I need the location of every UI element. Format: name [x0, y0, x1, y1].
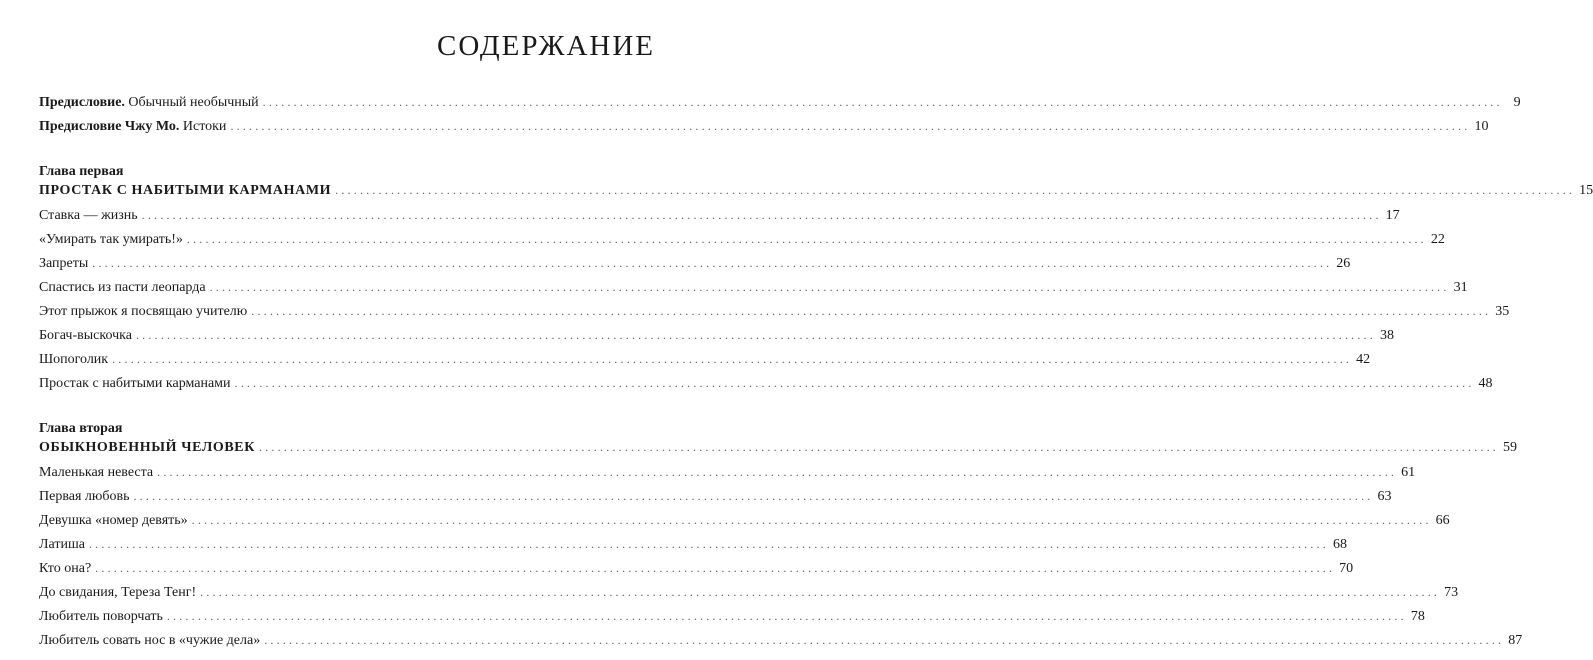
- page-number: 70: [1339, 561, 1354, 576]
- page-number: 38: [1379, 328, 1394, 343]
- chapter-caption: Глава вторая: [39, 421, 123, 436]
- page-number: 31: [1453, 280, 1468, 295]
- entry-label: Богач-выскочка: [39, 328, 132, 343]
- toc-entry[interactable]: [39, 583, 1459, 602]
- page-number: 35: [1495, 304, 1510, 319]
- toc-entry[interactable]: [39, 374, 1493, 393]
- dot-leader: ........................................................................................................................................................................................................: [259, 440, 1499, 454]
- entry-label: ПРОСТАК С НАБИТЫМИ КАРМАНАМИ: [39, 183, 332, 198]
- page-number: 48: [1478, 376, 1493, 391]
- page-number: 10: [1474, 119, 1489, 134]
- entry-label: Простак с набитыми карманами: [39, 376, 231, 391]
- dot-leader: ........................................................................................................................................................................................................: [157, 465, 1398, 479]
- page-title: СОДЕРЖАНИЕ: [437, 30, 655, 62]
- dot-leader: ........................................................................................................................................................................................................: [200, 585, 1441, 599]
- dot-leader: ........................................................................................................................................................................................................: [95, 561, 1336, 575]
- page-number: 59: [1503, 440, 1517, 455]
- page-number: 61: [1401, 465, 1416, 480]
- dot-leader: ........................................................................................................................................................................................................: [88, 537, 1329, 551]
- page-number: 68: [1332, 537, 1347, 552]
- dot-leader: ........................................................................................................................................................................................................: [264, 633, 1505, 647]
- dot-leader: ........................................................................................................................................................................................................: [141, 208, 1382, 222]
- entry-label: Ставка — жизнь: [39, 208, 138, 223]
- toc-entry[interactable]: [39, 559, 1354, 578]
- page-number: 15: [1579, 183, 1593, 198]
- toc-entry[interactable]: [39, 631, 1523, 650]
- dot-leader: ........................................................................................................................................................................................................: [234, 376, 1475, 390]
- dot-leader: ........................................................................................................................................................................................................: [133, 489, 1374, 503]
- entry-label: Предисловие. Обычный необычный: [39, 95, 259, 110]
- toc-entry[interactable]: [39, 607, 1425, 626]
- entry-label: Запреты: [39, 256, 89, 271]
- toc-entry[interactable]: [39, 511, 1450, 530]
- chapter-title-entry[interactable]: [39, 438, 1517, 457]
- page-number: 17: [1385, 208, 1400, 223]
- toc-entry[interactable]: [39, 463, 1416, 482]
- dot-leader: ........................................................................................................................................................................................................: [112, 352, 1353, 366]
- dot-leader: ........................................................................................................................................................................................................: [92, 256, 1333, 270]
- page-number: 87: [1508, 633, 1523, 648]
- entry-label: Любитель поворчать: [39, 609, 163, 624]
- entry-label: До свидания, Тереза Тенг!: [39, 585, 197, 600]
- entry-label: Шопоголик: [39, 352, 109, 367]
- page-number: 42: [1356, 352, 1371, 367]
- dot-leader: ........................................................................................................................................................................................................: [335, 183, 1576, 197]
- chapter-title-entry[interactable]: [39, 181, 1593, 200]
- toc-entry[interactable]: [39, 254, 1351, 273]
- dot-leader: ........................................................................................................................................................................................................: [186, 232, 1427, 246]
- toc-entry-preface[interactable]: [39, 93, 1521, 112]
- chapter-caption: Глава первая: [39, 164, 124, 179]
- toc-entry[interactable]: [39, 350, 1371, 369]
- entry-label: ОБЫКНОВЕННЫЙ ЧЕЛОВЕК: [39, 440, 255, 455]
- toc-entry-preface-zhu-mo[interactable]: [39, 117, 1489, 136]
- page-number: 63: [1377, 489, 1392, 504]
- toc-entry[interactable]: [39, 326, 1394, 345]
- page-number: 78: [1410, 609, 1425, 624]
- toc-entry[interactable]: [39, 487, 1392, 506]
- dot-leader: ........................................................................................................................................................................................................: [166, 609, 1407, 623]
- toc-entry[interactable]: [39, 206, 1400, 225]
- dot-leader: ........................................................................................................................................................................................................: [251, 304, 1492, 318]
- entry-label: Девушка «номер девять»: [39, 513, 188, 528]
- toc-entry[interactable]: [39, 535, 1347, 554]
- entry-label: Этот прыжок я посвящаю учителю: [39, 304, 248, 319]
- entry-label: «Умирать так умирать!»: [39, 232, 183, 247]
- page-number: 26: [1336, 256, 1351, 271]
- dot-leader: ........................................................................................................................................................................................................: [209, 280, 1450, 294]
- entry-label: Спастись из пасти леопарда: [39, 280, 206, 295]
- toc-entry[interactable]: [39, 230, 1445, 249]
- dot-leader: ........................................................................................................................................................................................................: [191, 513, 1432, 527]
- page-number: 66: [1435, 513, 1450, 528]
- toc-entry[interactable]: [39, 278, 1468, 297]
- entry-label: Кто она?: [39, 561, 92, 576]
- entry-label: Латиша: [39, 537, 85, 552]
- dot-leader: ........................................................................................................................................................................................................: [230, 119, 1471, 133]
- page-number: 22: [1430, 232, 1445, 247]
- page-number: 9: [1513, 95, 1521, 110]
- dot-leader: ........................................................................................................................................................................................................: [135, 328, 1376, 342]
- toc-entry[interactable]: [39, 302, 1510, 321]
- entry-label: Маленькая невеста: [39, 465, 154, 480]
- page-number: 73: [1444, 585, 1459, 600]
- entry-label: Любитель совать нос в «чужие дела»: [39, 633, 261, 648]
- entry-label: Предисловие Чжу Мо. Истоки: [39, 119, 227, 134]
- dot-leader: ........................................................................................................................................................................................................: [262, 95, 1503, 109]
- entry-label: Первая любовь: [39, 489, 130, 504]
